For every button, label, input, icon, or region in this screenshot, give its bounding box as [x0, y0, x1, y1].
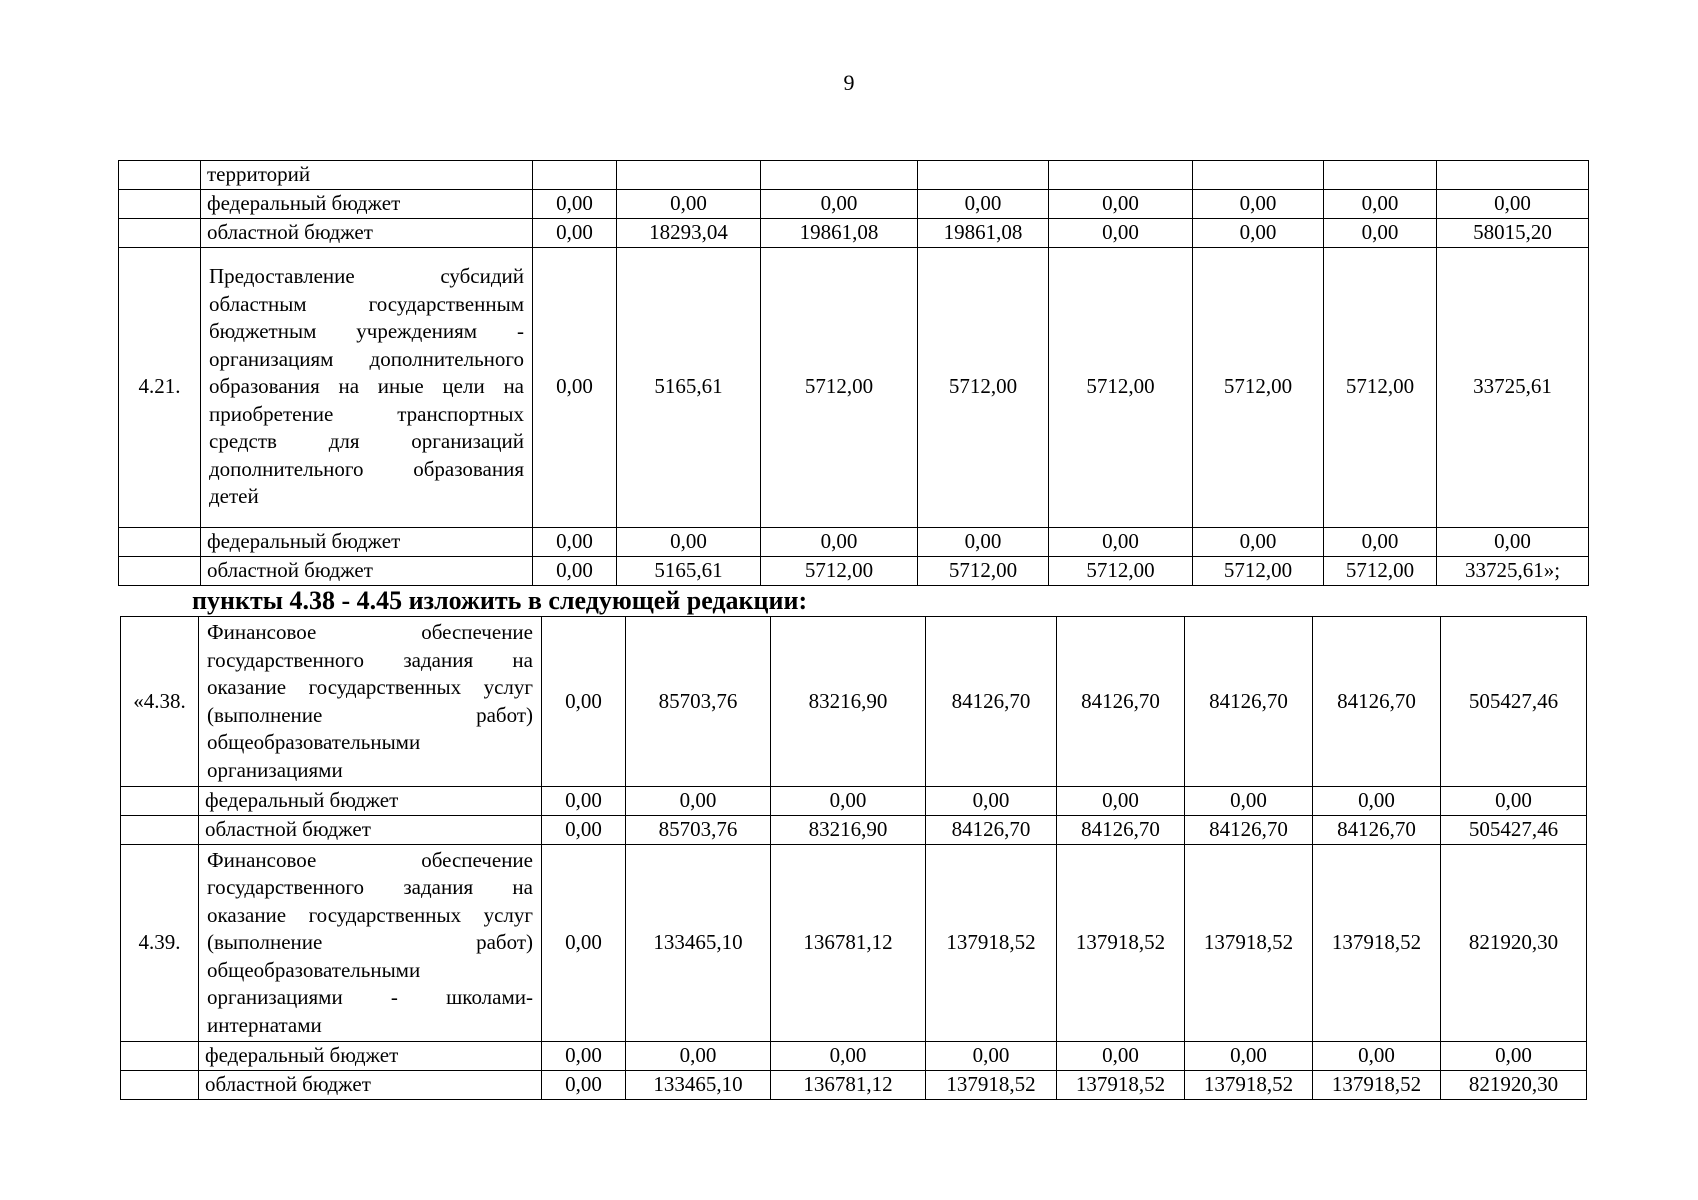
- value-cell: 58015,20: [1437, 218, 1589, 247]
- value-cell: 84126,70: [1185, 816, 1313, 845]
- value-cell: 136781,12: [771, 845, 926, 1042]
- value-cell: 0,00: [1313, 787, 1441, 816]
- value-cell: 133465,10: [626, 845, 771, 1042]
- value-cell: 821920,30: [1441, 845, 1587, 1042]
- row-number-cell: [121, 787, 199, 816]
- value-cell: 0,00: [1057, 1042, 1185, 1071]
- value-cell: 0,00: [918, 527, 1049, 556]
- value-cell: 5712,00: [1193, 556, 1324, 585]
- row-label: областной бюджет: [201, 556, 533, 585]
- value-cell: 5712,00: [1324, 247, 1437, 527]
- value-cell: 0,00: [533, 189, 617, 218]
- amendment-instruction: пункты 4.38 - 4.45 изложить в следующей редакции:: [192, 586, 808, 615]
- value-cell: 0,00: [1049, 189, 1193, 218]
- budget-table-revised: [120, 616, 1587, 1100]
- item-number: 4.39.: [121, 845, 199, 1042]
- row-label: федеральный бюджет: [199, 1042, 542, 1071]
- value-cell: 18293,04: [617, 218, 761, 247]
- value-cell: 5712,00: [1049, 556, 1193, 585]
- table-row: [119, 189, 1589, 218]
- value-cell: 0,00: [542, 1071, 626, 1100]
- row-label: областной бюджет: [199, 1071, 542, 1100]
- value-cell: 505427,46: [1441, 816, 1587, 845]
- value-cell: 0,00: [617, 527, 761, 556]
- item-description: Предоставление субсидий областным государственным бюджетным учреждениям - организациям дополнительного образования на иные цели на приобретение транспортных средств для организаций дополнительного образования детей: [201, 247, 533, 527]
- row-label: областной бюджет: [201, 218, 533, 247]
- value-cell: 33725,61»;: [1437, 556, 1589, 585]
- row-label: областной бюджет: [199, 816, 542, 845]
- value-cell: 84126,70: [1313, 816, 1441, 845]
- item-description: Финансовое обеспечение государственного задания на оказание государственных услуг (выполнение работ) общеобразовательными организациями - школами-интернатами: [199, 845, 542, 1042]
- value-cell: 0,00: [1324, 189, 1437, 218]
- budget-table-continued: [118, 160, 1589, 586]
- value-cell: 133465,10: [626, 1071, 771, 1100]
- table-row: [119, 218, 1589, 247]
- table-row: [121, 617, 1587, 787]
- value-cell: 0,00: [1057, 787, 1185, 816]
- value-cell: 0,00: [617, 189, 761, 218]
- value-cell: 5712,00: [1049, 247, 1193, 527]
- value-cell: 84126,70: [1313, 617, 1441, 787]
- value-cell: 0,00: [1193, 527, 1324, 556]
- value-cell: 5712,00: [761, 247, 918, 527]
- row-number-cell: [119, 556, 201, 585]
- value-cell: 0,00: [533, 247, 617, 527]
- value-cell: 5712,00: [1324, 556, 1437, 585]
- value-cell: 84126,70: [1057, 617, 1185, 787]
- value-cell: 0,00: [1049, 218, 1193, 247]
- value-cell: [1049, 161, 1193, 190]
- page-number: 9: [843, 70, 855, 95]
- value-cell: 0,00: [542, 845, 626, 1042]
- value-cell: 84126,70: [1185, 617, 1313, 787]
- row-label: территорий: [201, 161, 533, 190]
- value-cell: 0,00: [1441, 1042, 1587, 1071]
- value-cell: 0,00: [533, 218, 617, 247]
- value-cell: 0,00: [542, 617, 626, 787]
- value-cell: 505427,46: [1441, 617, 1587, 787]
- value-cell: 19861,08: [761, 218, 918, 247]
- item-number: «4.38.: [121, 617, 199, 787]
- item-number: 4.21.: [119, 247, 201, 527]
- value-cell: 0,00: [1441, 787, 1587, 816]
- value-cell: 136781,12: [771, 1071, 926, 1100]
- value-cell: 5165,61: [617, 556, 761, 585]
- value-cell: 137918,52: [1185, 845, 1313, 1042]
- row-number-cell: [119, 218, 201, 247]
- table-row: [121, 845, 1587, 1042]
- row-label: федеральный бюджет: [201, 527, 533, 556]
- table-row: [119, 556, 1589, 585]
- value-cell: 0,00: [1437, 527, 1589, 556]
- value-cell: 0,00: [1313, 1042, 1441, 1071]
- value-cell: 84126,70: [1057, 816, 1185, 845]
- value-cell: 137918,52: [1313, 1071, 1441, 1100]
- value-cell: [761, 161, 918, 190]
- value-cell: 85703,76: [626, 617, 771, 787]
- value-cell: 0,00: [1193, 218, 1324, 247]
- value-cell: 5712,00: [1193, 247, 1324, 527]
- value-cell: 0,00: [1185, 787, 1313, 816]
- value-cell: 0,00: [771, 787, 926, 816]
- value-cell: 5712,00: [918, 247, 1049, 527]
- value-cell: 5712,00: [761, 556, 918, 585]
- value-cell: 84126,70: [926, 617, 1057, 787]
- value-cell: 0,00: [1185, 1042, 1313, 1071]
- value-cell: 821920,30: [1441, 1071, 1587, 1100]
- table-row: [121, 1042, 1587, 1071]
- row-label: федеральный бюджет: [199, 787, 542, 816]
- value-cell: 0,00: [1437, 189, 1589, 218]
- row-number-cell: [119, 189, 201, 218]
- value-cell: 0,00: [926, 1042, 1057, 1071]
- value-cell: 0,00: [1193, 189, 1324, 218]
- row-label: федеральный бюджет: [201, 189, 533, 218]
- value-cell: 5165,61: [617, 247, 761, 527]
- value-cell: 84126,70: [926, 816, 1057, 845]
- row-number-cell: [119, 527, 201, 556]
- value-cell: [918, 161, 1049, 190]
- value-cell: 137918,52: [1313, 845, 1441, 1042]
- value-cell: [617, 161, 761, 190]
- value-cell: 83216,90: [771, 816, 926, 845]
- value-cell: 33725,61: [1437, 247, 1589, 527]
- row-number-cell: [121, 1071, 199, 1100]
- value-cell: 0,00: [626, 1042, 771, 1071]
- value-cell: 5712,00: [918, 556, 1049, 585]
- value-cell: [1193, 161, 1324, 190]
- value-cell: 137918,52: [926, 845, 1057, 1042]
- value-cell: 137918,52: [926, 1071, 1057, 1100]
- value-cell: 0,00: [1324, 218, 1437, 247]
- value-cell: 0,00: [533, 527, 617, 556]
- value-cell: 0,00: [1049, 527, 1193, 556]
- value-cell: 137918,52: [1057, 1071, 1185, 1100]
- value-cell: 0,00: [542, 816, 626, 845]
- value-cell: 137918,52: [1057, 845, 1185, 1042]
- table-row: [121, 816, 1587, 845]
- value-cell: 0,00: [1324, 527, 1437, 556]
- value-cell: 19861,08: [918, 218, 1049, 247]
- item-description: Финансовое обеспечение государственного задания на оказание государственных услуг (выполнение работ) общеобразовательными организациями: [199, 617, 542, 787]
- value-cell: 0,00: [761, 189, 918, 218]
- table-row: [119, 527, 1589, 556]
- value-cell: [1324, 161, 1437, 190]
- value-cell: 85703,76: [626, 816, 771, 845]
- value-cell: 0,00: [926, 787, 1057, 816]
- row-number-cell: [121, 1042, 199, 1071]
- value-cell: 0,00: [761, 527, 918, 556]
- row-number-cell: [119, 161, 201, 190]
- table-row: [121, 1071, 1587, 1100]
- value-cell: 0,00: [771, 1042, 926, 1071]
- value-cell: 83216,90: [771, 617, 926, 787]
- table-row: [121, 787, 1587, 816]
- table-row: [119, 161, 1589, 190]
- row-number-cell: [121, 816, 199, 845]
- table-row: [119, 247, 1589, 527]
- value-cell: 0,00: [918, 189, 1049, 218]
- value-cell: 0,00: [542, 1042, 626, 1071]
- value-cell: 137918,52: [1185, 1071, 1313, 1100]
- value-cell: [1437, 161, 1589, 190]
- value-cell: 0,00: [533, 556, 617, 585]
- value-cell: 0,00: [542, 787, 626, 816]
- value-cell: 0,00: [626, 787, 771, 816]
- value-cell: [533, 161, 617, 190]
